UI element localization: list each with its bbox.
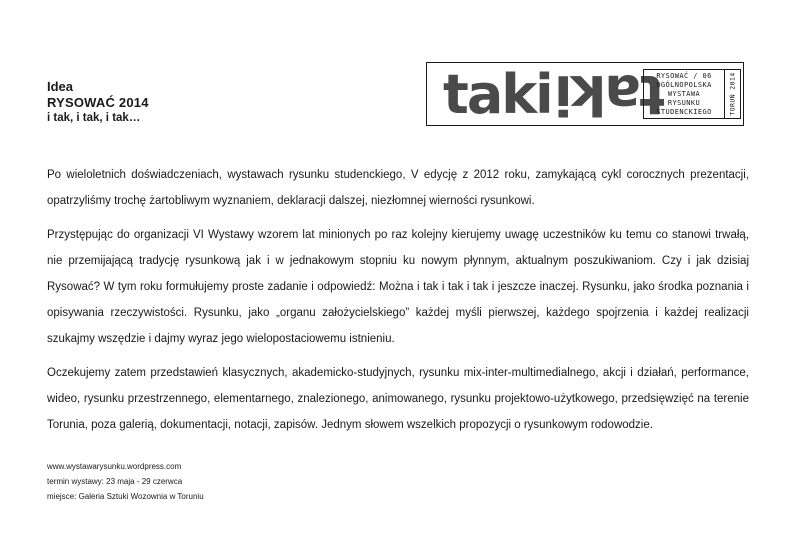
logo-info-line: STUDENCKIEGO [656, 108, 712, 116]
logo-info-lines [644, 72, 724, 117]
logo-place-year: TORUŃ 2014 [728, 72, 737, 116]
logo-word-mirrored: taki [555, 62, 665, 126]
logo-info-line: RYSUNKU [667, 99, 701, 107]
logo-info-line: RYSOWAĆ / 06 [656, 72, 712, 80]
logo-word: taki [443, 62, 552, 126]
website-link[interactable]: www.wystawarysunku.wordpress.com [47, 462, 182, 471]
logo-wordmark [443, 63, 664, 125]
logo-info-box [643, 69, 741, 119]
paragraph-1: Po wieloletnich doświadczeniach, wystawach rysunku studenckiego, V edycję z 2012 roku, zamykającą cykl corocznych prezentacji, opatrzyliśmy trochę żartobliwym wyznaniem, deklaracji dalszej, niezłomnej wierności rysunkowi. [47, 169, 749, 207]
exhibition-place: miejsce: Galeria Sztuki Wozownia w Toruniu [47, 492, 204, 501]
document-subtitle: i tak, i tak, i tak… [47, 112, 141, 124]
logo-info-line: WYSTAWA [667, 90, 701, 98]
footer-info [47, 459, 204, 504]
title-block [47, 79, 149, 126]
section-label: Idea [47, 79, 74, 94]
logo-vertical-text [725, 70, 740, 118]
paragraph-3: Oczekujemy zatem przedstawień klasycznych, akademicko-studyjnych, rysunku mix-inter-multimedialnego, akcji i działań, performance, wideo, rysunku przestrzennego, elementarnego, znalezionego, animowanego, rysunku projektowo-użytkowego, przedsięwzięć na terenie Torunia, poza galerią, dokumentacji, notacji, zapisów. Jednym słowem wszelkich propozycji o rysunkowym rodowodzie. [47, 367, 749, 431]
document-title: RYSOWAĆ 2014 [47, 95, 149, 110]
logo-info-line: OGÓLNOPOLSKA [656, 81, 712, 89]
exhibition-logo [426, 62, 744, 126]
body-text [47, 162, 749, 446]
exhibition-dates: termin wystawy: 23 maja - 29 czerwca [47, 477, 183, 486]
paragraph-2: Przystępując do organizacji VI Wystawy wzorem lat minionych po raz kolejny kierujemy uwagę uczestników ku temu co stanowi trwałą, nie przemijającą tradycję rysunkową jak i w jednakowym stopniu ku nowym płynnym, aktualnym poszukiwaniom. Czy i jak dzisiaj Rysować? W tym roku formułujemy proste zadanie i odpowiedź: Można i tak i tak i tak i jeszcze inaczej. Rysunku, jako środka poznania i opisywania rzeczywistości. Rysunku, jako „organu założycielskiego” każdej myśli pierwszej, każdego spojrzenia i każdej realizacji szukajmy wszędzie i dajmy wyraz jego wielopostaciowemu istnieniu. [47, 229, 749, 345]
